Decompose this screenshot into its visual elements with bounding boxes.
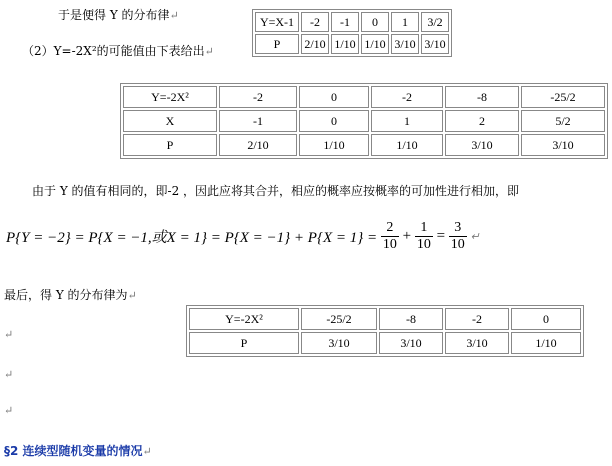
final-distribution-table (186, 305, 584, 357)
table-cell: 1/10 (299, 134, 369, 156)
table-row (123, 110, 605, 132)
fraction: $\frac{1}{10}$ (416, 220, 431, 252)
table-cell: X (123, 110, 217, 132)
table-cell: 1 (391, 12, 419, 32)
table-cell: 3/10 (445, 134, 519, 156)
intro-text: 于是便得 Y 的分布律↵ (58, 8, 179, 22)
fraction: $\frac{2}{10}$ (382, 220, 397, 252)
table-cell: 1 (371, 110, 443, 132)
table-row (255, 12, 449, 32)
table-cell: -1 (331, 12, 359, 32)
table-cell: -25/2 (301, 308, 377, 330)
table-cell: Y=-2X² (189, 308, 299, 330)
table-cell: -2 (445, 308, 509, 330)
table-cell: P (123, 134, 217, 156)
table-cell: -2 (219, 86, 297, 108)
distribution-table-y-x-minus-1 (252, 9, 452, 57)
merge-explanation-text: 由于 Y 的值有相同的，即-2 ，因此应将其合并，相应的概率应按概率的可加性进行相加，即 (32, 184, 520, 198)
table-cell: -2 (301, 12, 329, 32)
table-cell: 3/10 (445, 332, 509, 354)
table-cell: -8 (379, 308, 443, 330)
part2-text: （2）Y=-2X²的可能值由下表给出↵ (22, 44, 214, 58)
table-cell: 0 (299, 86, 369, 108)
section-title: §2 连续型随机变量的情况↵ (4, 444, 152, 458)
table-cell: 0 (361, 12, 389, 32)
table-row (123, 134, 605, 156)
table-cell: 1/10 (361, 34, 389, 54)
table-cell: -8 (445, 86, 519, 108)
table-row (189, 308, 581, 330)
table-cell: Y=-2X² (123, 86, 217, 108)
paragraph-mark: ↵ (4, 368, 14, 381)
table-row (255, 34, 449, 54)
table-row (123, 86, 605, 108)
table-cell: -25/2 (521, 86, 605, 108)
table-cell: 0 (511, 308, 581, 330)
table-cell: P (189, 332, 299, 354)
table-cell: 5/2 (521, 110, 605, 132)
table-cell: 0 (299, 110, 369, 132)
table-cell: 3/10 (521, 134, 605, 156)
formula-lhs: P{Y = −2} = P{X = −1,或X = 1} = P{X = −1} + P{X = 1} = (6, 230, 378, 246)
table-cell: -1 (219, 110, 297, 132)
table-cell: Y=X-1 (255, 12, 299, 32)
table-cell: -2 (371, 86, 443, 108)
table-cell: 3/2 (421, 12, 449, 32)
table-cell: 1/10 (331, 34, 359, 54)
paragraph-mark: ↵ (4, 328, 14, 341)
table-cell: 1/10 (511, 332, 581, 354)
table-cell: 3/10 (391, 34, 419, 54)
final-text: 最后，得 Y 的分布律为↵ (4, 288, 137, 302)
fraction: $\frac{3}{10}$ (450, 220, 465, 252)
table-cell: 1/10 (371, 134, 443, 156)
paragraph-mark: ↵ (4, 404, 14, 417)
table-cell: P (255, 34, 299, 54)
table-cell: 2/10 (301, 34, 329, 54)
table-cell: 3/10 (421, 34, 449, 54)
probability-formula: P{Y = −2} = P{X = −1,或X = 1} = P{X = −1} + P{X = 1} = $\frac{2}{10}$ + $\frac{1}{10}$ = $\frac{3}{10}$ ↵ (6, 220, 480, 252)
table-cell: 3/10 (301, 332, 377, 354)
distribution-table-y-minus-2x2 (120, 83, 608, 159)
table-cell: 2 (445, 110, 519, 132)
table-cell: 2/10 (219, 134, 297, 156)
table-cell: 3/10 (379, 332, 443, 354)
table-row (189, 332, 581, 354)
